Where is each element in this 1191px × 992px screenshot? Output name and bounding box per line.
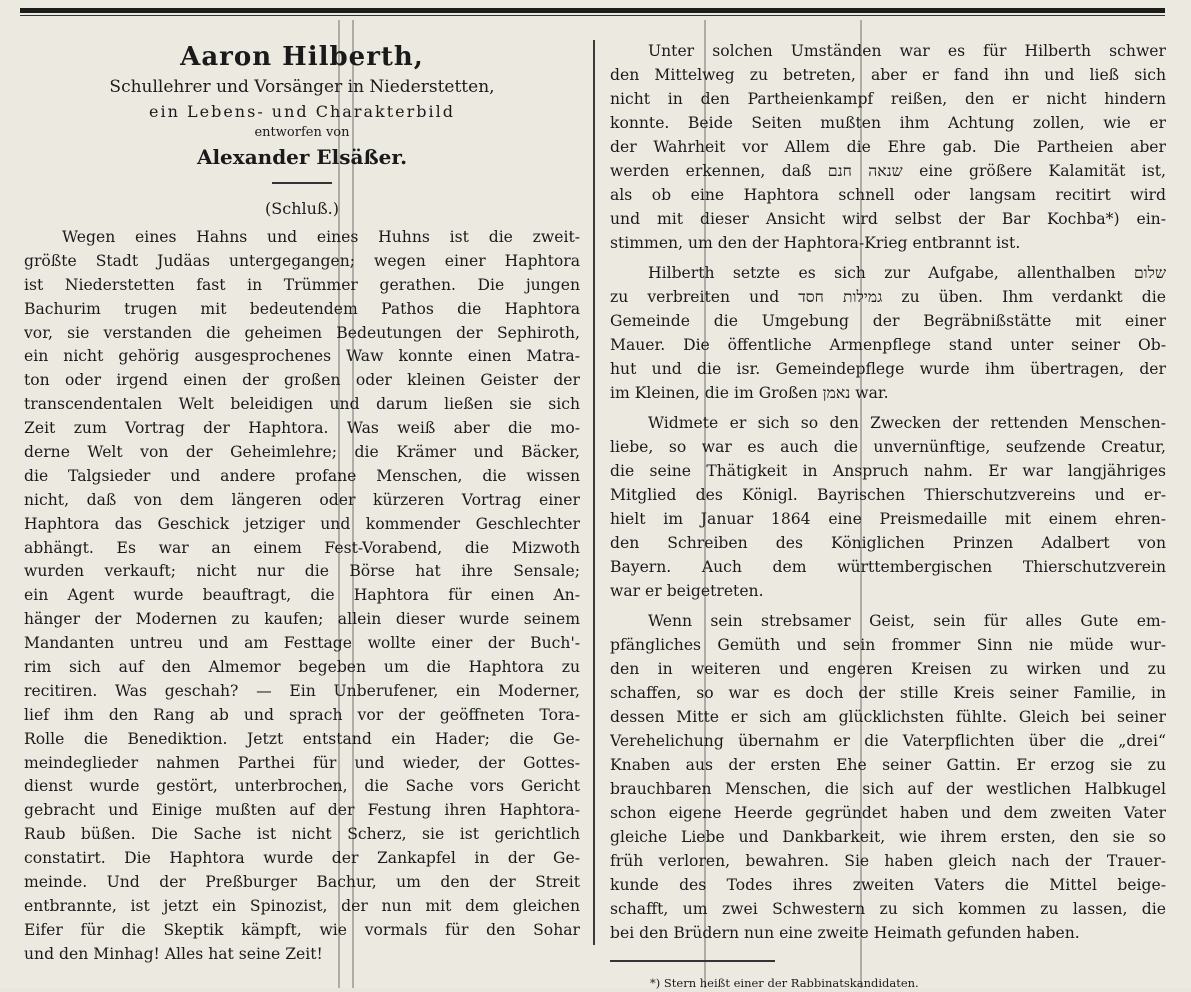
text-line: derne Welt von der Geheimlehre; die Krämer und Bäcker, [24, 443, 580, 462]
text-line: nicht in den Partheienkampf reißen, den er nicht hindern [610, 90, 1166, 108]
text-line: nicht, daß von dem längeren oder kürzeren Vortrag einer [24, 490, 580, 509]
text-line: Knaben aus der ersten Ehe seiner Gattin. Er erzog sie zu [610, 756, 1166, 774]
text-line: Verehelichung übernahm er die Vaterpflichten über die „drei“ [610, 732, 1166, 750]
text-line: Widmete er sich so den Zwecken der rettenden Menschen- [648, 414, 1166, 432]
text-line: und den Minhag! Alles hat seine Zeit! [24, 944, 323, 963]
text-line: meinde. Und der Preßburger Bachur, um den der Streit [24, 873, 580, 892]
text-line: ton oder irgend einen der großen oder kleinen Geister der [24, 371, 580, 390]
text-line: ein Agent wurde beauftragt, die Haphtora für einen An- [24, 586, 580, 605]
text-line: Rolle die Benediktion. Jetzt entstand ein Hader; die Ge- [24, 729, 580, 748]
text-line: brauchbaren Menschen, die sich auf der westlichen Halbkugel [610, 780, 1166, 798]
text-line: hut und die isr. Gemeindepflege wurde ihm übertragen, der [610, 360, 1166, 378]
left-column [24, 40, 580, 963]
text-line: Hilberth setzte es sich zur Aufgabe, allenthalben שלום [648, 264, 1166, 282]
article-subtitle-2: ein Lebens- und Charakterbild [149, 102, 455, 121]
article-author: Alexander Elsäßer. [196, 145, 408, 169]
text-line: dienst wurde gestört, unterbrochen, die Sache vors Gericht [24, 777, 580, 796]
text-line: lief ihm den Rang ab und sprach vor der geöffneten Tora- [24, 705, 580, 724]
text-line: ist Niederstetten fast in Trümmer gerathen. Die jungen [24, 275, 580, 294]
conclusion-marker: (Schluß.) [265, 199, 339, 218]
paragraph [610, 262, 1166, 406]
text-line: und mit dieser Ansicht wird selbst der Bar Kochba*) ein- [610, 210, 1166, 228]
text-line: dessen Mitte er sich am glücklichsten fühlte. Gleich bei seiner [610, 708, 1166, 726]
text-line: stimmen, um den der Haphtora-Krieg entbrannt ist. [610, 234, 1021, 252]
text-line: Wegen eines Hahns und eines Huhns ist die zweit- [62, 228, 580, 246]
text-line: war er beigetreten. [610, 582, 764, 600]
article-title: Aaron Hilberth, [180, 42, 424, 72]
text-line: entbrannte, ist jetzt ein Spinozist, der nun mit dem gleichen [24, 896, 580, 915]
text-line: Haphtora das Geschick jetziger und kommender Geschlechter [24, 514, 580, 533]
text-line: größte Stadt Judäas untergegangen; wegen einer Haphtora [24, 251, 580, 270]
text-line: Mitglied des Königl. Bayrischen Thierschutzvereins und er- [610, 486, 1166, 504]
text-line: wurden verkauft; nicht nur die Börse hat ihre Sensale; [24, 562, 580, 581]
text-line: die seine Thätigkeit in Anspruch nahm. Er war langjähriges [610, 462, 1166, 480]
text-line: hänger der Modernen zu kaufen; allein dieser wurde seinem [24, 610, 580, 629]
text-line: schaffen, so war es doch der stille Kreis seiner Familie, in [610, 684, 1166, 702]
text-line: Mandanten untreu und am Festtage wollte einer der Buch'- [24, 634, 580, 653]
text-line: Mauer. Die öffentliche Armenpflege stand unter seiner Ob- [610, 336, 1166, 354]
text-line: als ob eine Haphtora schnell oder langsam recitirt wird [610, 186, 1166, 204]
text-line: werden erkennen, daß שנאה חנם eine größere Kalamität ist, [610, 162, 1166, 180]
text-line: gleiche Liebe und Dankbarkeit, wie ihrem ersten, den sie so [610, 828, 1166, 846]
text-line: Gemeinde die Umgebung der Begräbnißstätte mit einer [610, 312, 1166, 330]
text-line: Bachurim trugen mit bedeutendem Pathos die Haphtora [24, 299, 580, 318]
text-line: der Wahrheit vor Allem die Ehre gab. Die Partheien aber [610, 138, 1166, 156]
article-subtitle: Schullehrer und Vorsänger in Niederstetten, [109, 77, 495, 97]
text-line: Wenn sein strebsamer Geist, sein für alles Gute em- [648, 612, 1166, 630]
text-line: bei den Brüdern nun eine zweite Heimath gefunden haben. [610, 924, 1080, 942]
text-line: früh verloren, bewahren. Sie haben gleich nach der Trauer- [610, 852, 1166, 870]
text-line: hielt im Januar 1864 eine Preismedaille mit einem ehren- [610, 510, 1166, 528]
paragraph [610, 610, 1166, 946]
footnote-rule [610, 960, 775, 962]
paragraph [610, 40, 1166, 256]
text-line: gebracht und Einige mußten auf der Festung ihren Haphtora- [24, 801, 580, 820]
text-line: abhängt. Es war an einem Fest-Vorabend, die Mizwoth [24, 538, 580, 557]
title-rule [272, 182, 332, 184]
text-line: schon eigene Heerde gegründet haben und dem zweiten Vater [610, 804, 1166, 822]
text-line: meindeglieder nahmen Parthei für und wieder, der Gottes- [24, 753, 580, 772]
text-line: Unter solchen Umständen war es für Hilberth schwer [648, 42, 1166, 60]
text-line: liebe, so war es auch die unvernünftige, seufzende Creatur, [610, 438, 1166, 456]
right-column [610, 40, 1166, 990]
text-line: den Mittelweg zu betreten, aber er fand ihn und ließ sich [610, 66, 1166, 84]
footnote: *) Stern heißt einer der Rabbinatskandidaten. [650, 976, 919, 990]
text-line: Zeit zum Vortrag der Haphtora. Was weiß aber die mo- [24, 419, 580, 438]
text-line: recitiren. Was geschah? — Ein Unberufener, ein Moderner, [24, 681, 580, 700]
text-line: Bayern. Auch dem württembergischen Thierschutzverein [610, 558, 1166, 576]
text-line: kunde des Todes ihres zweiten Vaters die Mittel beige- [610, 876, 1166, 894]
text-line: konnte. Beide Seiten mußten ihm Achtung zollen, wie er [610, 114, 1166, 132]
text-line: pfängliches Gemüth und sein frommer Sinn nie müde wur- [610, 636, 1166, 654]
text-line: rim sich auf den Almemor begeben um die Haphtora zu [24, 658, 580, 677]
text-line: im Kleinen, die im Großen נאמן war. [610, 384, 889, 402]
text-line: die Talgsieder und andere profane Menschen, die wissen [24, 466, 580, 485]
top-rule [20, 8, 1165, 13]
paragraph [610, 412, 1166, 604]
article-byline-intro: entworfen von [254, 125, 350, 140]
column-divider [593, 40, 595, 945]
text-line: den Schreiben des Königlichen Prinzen Adalbert von [610, 534, 1166, 552]
text-line: Eifer für die Skeptik kämpft, wie vormals für den Sohar [24, 920, 580, 939]
text-line: zu verbreiten und גמילות חסד zu üben. Ihm verdankt die [610, 288, 1166, 306]
left-paragraph [24, 226, 580, 967]
text-line: constatirt. Die Haphtora wurde der Zankapfel in der Ge- [24, 849, 580, 868]
top-rule-thin [20, 15, 1165, 16]
text-line: ein nicht gehörig ausgesprochenes Waw konnte einen Matra- [24, 347, 580, 366]
text-line: Raub büßen. Die Sache ist nicht Scherz, sie ist gerichtlich [24, 825, 580, 844]
text-line: schafft, um zwei Schwestern zu sich kommen zu lassen, die [610, 900, 1166, 918]
text-line: vor, sie verstanden die geheimen Bedeutungen der Sephiroth, [24, 323, 580, 342]
right-paragraphs [610, 40, 1166, 946]
text-line: transcendentalen Welt beleidigen und darum ließen sie sich [24, 395, 580, 414]
text-line: den in weiteren und engeren Kreisen zu wirken und zu [610, 660, 1166, 678]
